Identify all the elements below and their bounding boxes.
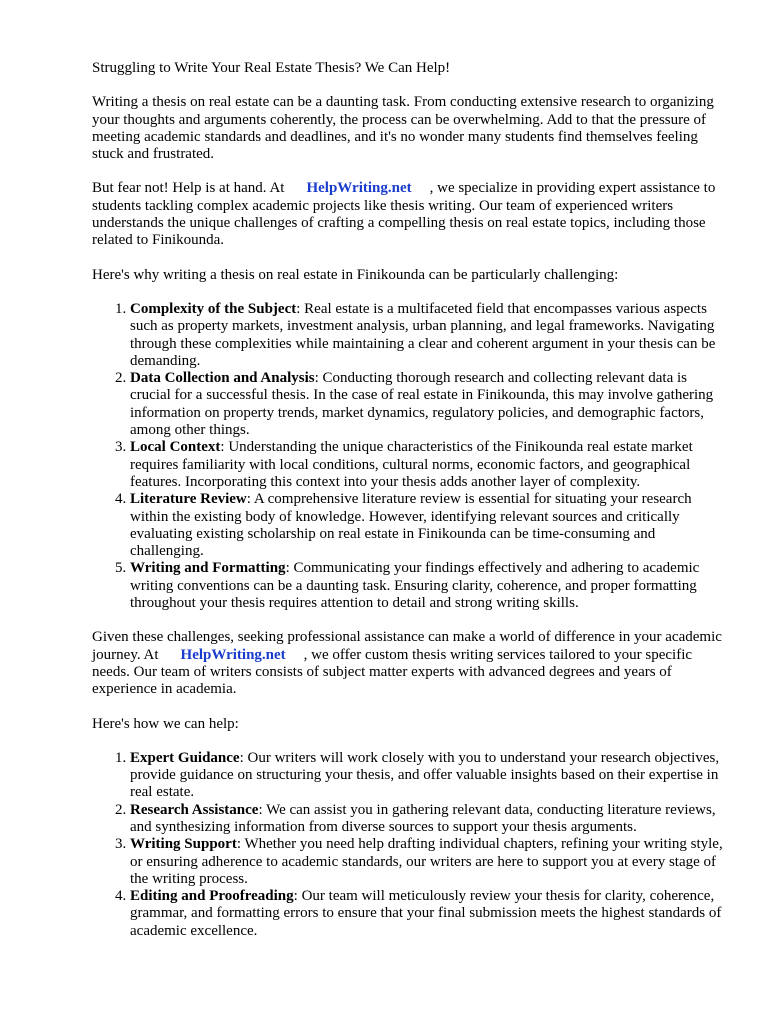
challenge-term: Data Collection and Analysis xyxy=(130,370,315,387)
service-term: Editing and Proofreading xyxy=(130,888,294,905)
service-text: Our writers will work closely with you to understand your research objectives, provide guidance on structuring your thesis, and offer valuable insights based on their expertise in real estate. xyxy=(130,749,720,801)
service-item xyxy=(130,888,728,940)
challenge-item xyxy=(130,439,728,491)
challenge-item xyxy=(130,491,728,560)
challenge-text: Real estate is a multifaceted field that encompasses various aspects such as property markets, investment analysis, urban planning, and legal frameworks. Navigating through these complexities while maintaining a clear and coherent argument in your thesis can be demanding. xyxy=(130,300,716,369)
help-paragraph-after: , we specialize in providing expert assistance to students tackling complex academic projects like thesis writing. Our team of experienced writers understands the unique challenges of crafting a compelling thesis on real estate topics, including those related to Finikounda. xyxy=(92,180,716,249)
service-separator: : xyxy=(258,801,263,818)
service-separator: : xyxy=(239,749,244,766)
brand-link[interactable]: HelpWriting.net xyxy=(306,180,412,197)
assist-paragraph-before: Given these challenges, seeking professional assistance can make a world of difference in your academic journey. At xyxy=(92,629,722,663)
service-text: Our team will meticulously review your thesis for clarity, coherence, grammar, and formatting errors to ensure that your final submission meets the highest standards of academic excellence. xyxy=(130,888,722,939)
brand-link[interactable]: HelpWriting.net xyxy=(180,646,286,663)
service-separator: : xyxy=(236,836,242,853)
challenge-text: Communicating your findings effectively and adhering to academic writing conventions can be a daunting task. Ensuring clarity, coherence, and proper formatting throughout your thesis requires attention to detail and strong writing skills. xyxy=(130,560,700,612)
service-text: Whether you need help drafting individual chapters, refining your writing style, or ensuring adherence to academic standards, our writers are here to support you at every stage of the writing process. xyxy=(130,836,723,887)
challenge-term: Literature Review xyxy=(130,491,247,508)
service-separator: : xyxy=(293,888,298,905)
intro-paragraph: Writing a thesis on real estate can be a daunting task. From conducting extensive research to organizing your thoughts and arguments coherently, the process can be overwhelming. Add to that the pressure of meeting academic standards and deadlines, and it's no wonder many students find themselves feeling stuck and frustrated. xyxy=(92,94,714,163)
service-item xyxy=(130,802,728,837)
help-intro: Here's how we can help: xyxy=(92,715,239,732)
document-title: Struggling to Write Your Real Estate Thesis? We Can Help! xyxy=(92,60,451,76)
assist-paragraph-after: , we offer custom thesis writing services tailored to your specific needs. Our team of writers consists of subject matter experts with advanced degrees and years of experience in academia. xyxy=(92,646,693,698)
challenge-item xyxy=(130,301,728,370)
challenges-list xyxy=(92,301,728,612)
challenge-term: Local Context xyxy=(130,439,221,456)
service-term: Research Assistance xyxy=(130,801,259,818)
service-item xyxy=(130,750,728,802)
service-item xyxy=(130,836,728,888)
assist-paragraph xyxy=(92,629,728,698)
service-term: Writing Support xyxy=(130,836,237,853)
challenge-text: Conducting thorough research and collecting relevant data is crucial for a successful thesis. In the case of real estate in Finikounda, this may involve gathering information on property trends, market dynamics, regulatory policies, and demographic factors, among other things. xyxy=(130,370,714,439)
help-paragraph-before: But fear not! Help is at hand. At xyxy=(92,180,285,197)
document-page xyxy=(92,60,728,957)
challenge-item xyxy=(130,560,728,612)
challenge-separator: : xyxy=(220,439,225,456)
challenge-separator: : xyxy=(285,560,290,577)
service-text: We can assist you in gathering relevant data, conducting literature reviews, and synthesizing information from diverse sources to support your thesis arguments. xyxy=(130,801,716,835)
challenge-term: Writing and Formatting xyxy=(130,560,286,577)
challenge-text: Understanding the unique characteristics of the Finikounda real estate market requires familiarity with local conditions, cultural norms, economic factors, and geographical features. Incorporating this context into your thesis adds another layer of complexity. xyxy=(130,439,693,490)
challenge-separator: : xyxy=(314,370,319,387)
services-list xyxy=(92,750,728,940)
challenges-intro: Here's why writing a thesis on real estate in Finikounda can be particularly challenging: xyxy=(92,266,619,283)
service-term: Expert Guidance xyxy=(130,749,240,766)
challenge-term: Complexity of the Subject xyxy=(130,300,297,317)
challenge-separator: : xyxy=(296,300,301,317)
help-paragraph xyxy=(92,180,728,249)
challenge-separator: : xyxy=(246,491,251,508)
challenge-text: A comprehensive literature review is essential for situating your research within the existing body of knowledge. However, identifying relevant sources and critically evaluating existing scholarship on real estate in Finikounda can be time-consuming and challenging. xyxy=(130,491,692,560)
challenge-item xyxy=(130,370,728,439)
